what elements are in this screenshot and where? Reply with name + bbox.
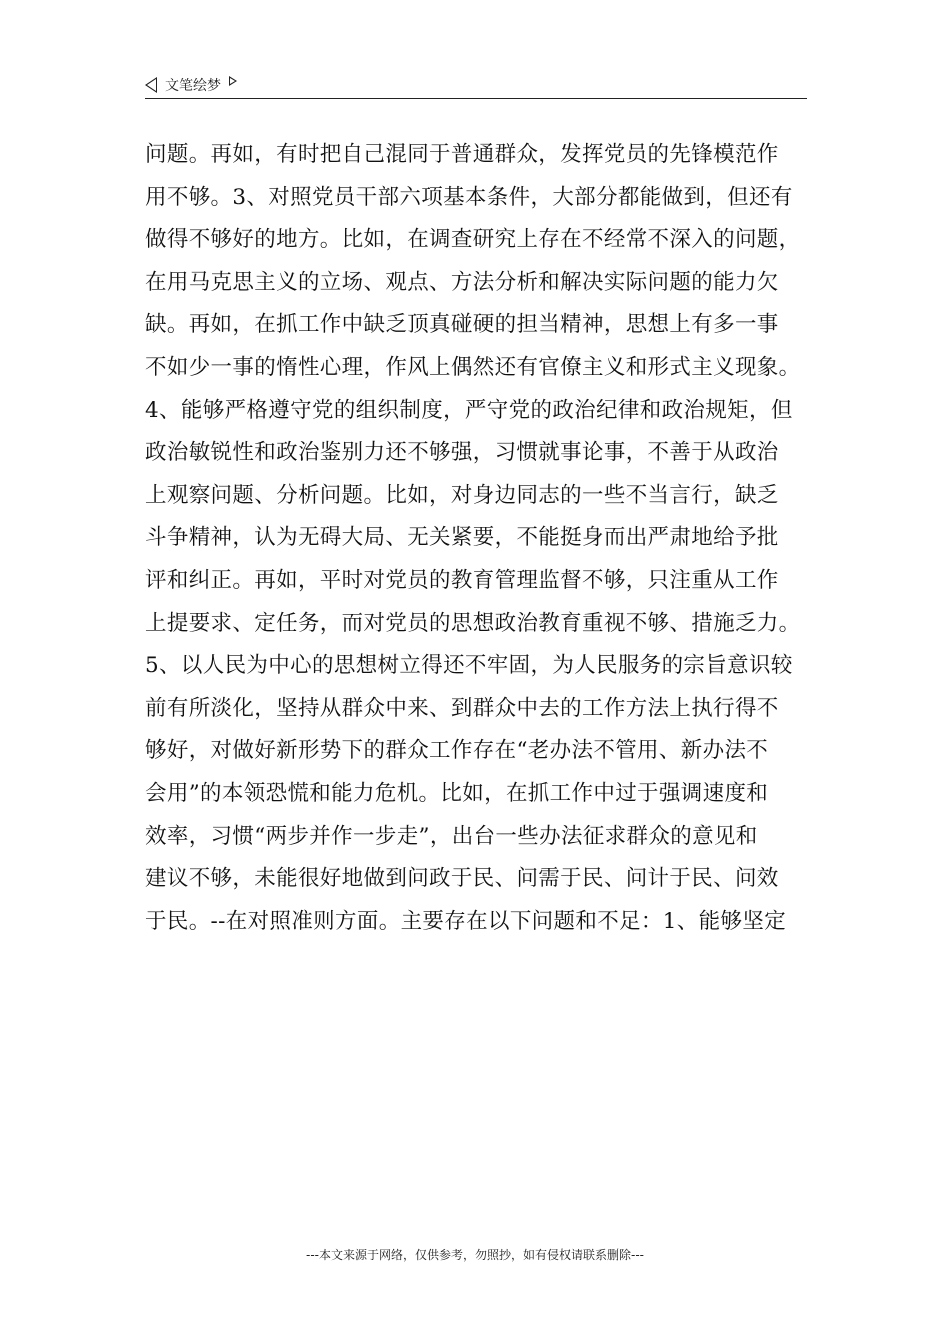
triangle-right-icon — [229, 76, 237, 86]
body-line: 做得不够好的地方。比如，在调查研究上存在不经常不深入的问题， — [145, 227, 801, 253]
body-line: 用不够。3、对照党员干部六项基本条件，大部分都能做到，但还有 — [145, 184, 793, 210]
body-line: 会用”的本领恐慌和能力危机。比如，在抓工作中过于强调速度和 — [145, 780, 769, 806]
body-line: 政治敏锐性和政治鉴别力还不够强，习惯就事论事，不善于从政治 — [145, 440, 779, 466]
body-line: 评和纠正。再如，平时对党员的教育管理监督不够，只注重从工作 — [145, 567, 779, 593]
page-footer: ---本文来源于网络，仅供参考，勿照抄，如有侵权请联系删除--- — [306, 1248, 644, 1262]
body-line: 够好，对做好新形势下的群众工作存在“老办法不管用、新办法不 — [145, 738, 769, 764]
triangle-left-icon — [145, 77, 157, 93]
body-line: 4、能够严格遵守党的组织制度，严守党的政治纪律和政治规矩，但 — [145, 397, 793, 423]
body-line: 斗争精神，认为无碍大局、无关紧要，不能挺身而出严肃地给予批 — [145, 525, 779, 551]
body-line: 建议不够，未能很好地做到问政于民、问需于民、问计于民、问效 — [145, 866, 779, 892]
header-title: 文笔绘梦 — [165, 78, 221, 94]
body-line: 于民。--在对照准则方面。主要存在以下问题和不足：1、能够坚定 — [145, 908, 787, 934]
body-line: 缺。再如，在抓工作中缺乏顶真碰硬的担当精神，思想上有多一事 — [145, 312, 779, 338]
body-line: 上提要求、定任务，而对党员的思想政治教育重视不够、措施乏力。 — [145, 610, 801, 636]
body-line: 5、以人民为中心的思想树立得还不牢固，为人民服务的宗旨意识较 — [145, 653, 793, 679]
body-line: 效率，习惯“两步并作一步走”，出台一些办法征求群众的意见和 — [145, 823, 758, 849]
body-line: 上观察问题、分析问题。比如，对身边同志的一些不当言行，缺乏 — [145, 482, 779, 508]
page-header — [145, 72, 807, 99]
body-line: 前有所淡化，坚持从群众中来、到群众中去的工作方法上执行得不 — [145, 695, 779, 721]
body-line: 不如少一事的惰性心理，作风上偶然还有官僚主义和形式主义现象。 — [145, 354, 801, 380]
body-line: 在用马克思主义的立场、观点、方法分析和解决实际问题的能力欠 — [145, 269, 779, 295]
body-line: 问题。再如，有时把自己混同于普通群众，发挥党员的先锋模范作 — [145, 142, 779, 167]
document-body — [145, 134, 815, 943]
